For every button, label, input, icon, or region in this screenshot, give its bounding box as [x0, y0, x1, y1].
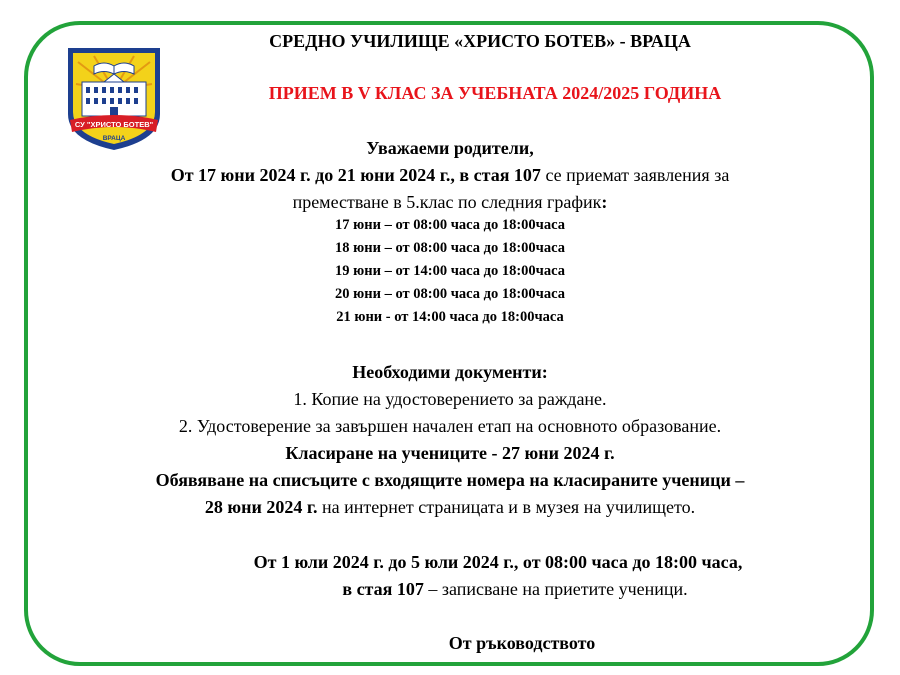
- enrollment-rest: – записване на приетите ученици.: [423, 579, 688, 599]
- greeting-text: Уважаеми родители,: [366, 138, 534, 158]
- application-period-dates: От 17 юни 2024 г. до 21 юни 2024 г., в стая 107: [170, 165, 541, 185]
- enrollment-room-text: [65, 579, 900, 600]
- document-item: 1. Копие на удостоверението за раждане.: [293, 389, 607, 409]
- document-item: 2. Удостоверение за завършен начален етап на основното образование.: [178, 416, 722, 436]
- enrollment-room: в стая 107: [342, 579, 424, 599]
- documents-title: Необходими документи:: [352, 362, 548, 382]
- announcement-date-text: [0, 497, 900, 518]
- schedule-item: 21 юни - от 14:00 часа до 18:00часа: [336, 309, 564, 325]
- ranking-text: Класиране на учениците - 27 юни 2024 г.: [285, 443, 615, 463]
- schedule-intro-text: [0, 192, 900, 213]
- schedule-item: 17 юни – от 08:00 часа до 18:00часа: [335, 217, 565, 233]
- admission-heading: ПРИЕМ В V КЛАС ЗА УЧЕБНАТА 2024/2025 ГОДИНА: [268, 83, 722, 103]
- schedule-intro-colon: :: [601, 192, 608, 212]
- signature-text: От ръководството: [448, 633, 596, 653]
- schedule-item: 19 юни – от 14:00 часа до 18:00часа: [335, 263, 565, 279]
- crest-city-text: ВРАЦА: [102, 135, 126, 142]
- schedule-intro-line: преместване в 5.клас по следния график: [292, 192, 602, 212]
- enrollment-period-text: От 1 юли 2024 г. до 5 юли 2024 г., от 08:00 часа до 18:00 часа,: [253, 552, 743, 572]
- announcement-rest: на интернет страницата и в музея на училището.: [317, 497, 696, 517]
- crest-band-text: СУ "ХРИСТО БОТЕВ": [74, 120, 154, 129]
- application-period-text: [0, 165, 900, 186]
- school-name-heading: СРЕДНО УЧИЛИЩЕ «ХРИСТО БОТЕВ» - ВРАЦА: [269, 31, 691, 51]
- schedule-item: 18 юни – от 08:00 часа до 18:00часа: [335, 240, 565, 256]
- announcement-date: 28 юни 2024 г.: [204, 497, 318, 517]
- application-period-rest: се приемат заявления за: [540, 165, 730, 185]
- announcement-line: Обявяване на списъците с входящите номера на класираните ученици –: [155, 470, 745, 490]
- schedule-item: 20 юни – от 08:00 часа до 18:00часа: [335, 286, 565, 302]
